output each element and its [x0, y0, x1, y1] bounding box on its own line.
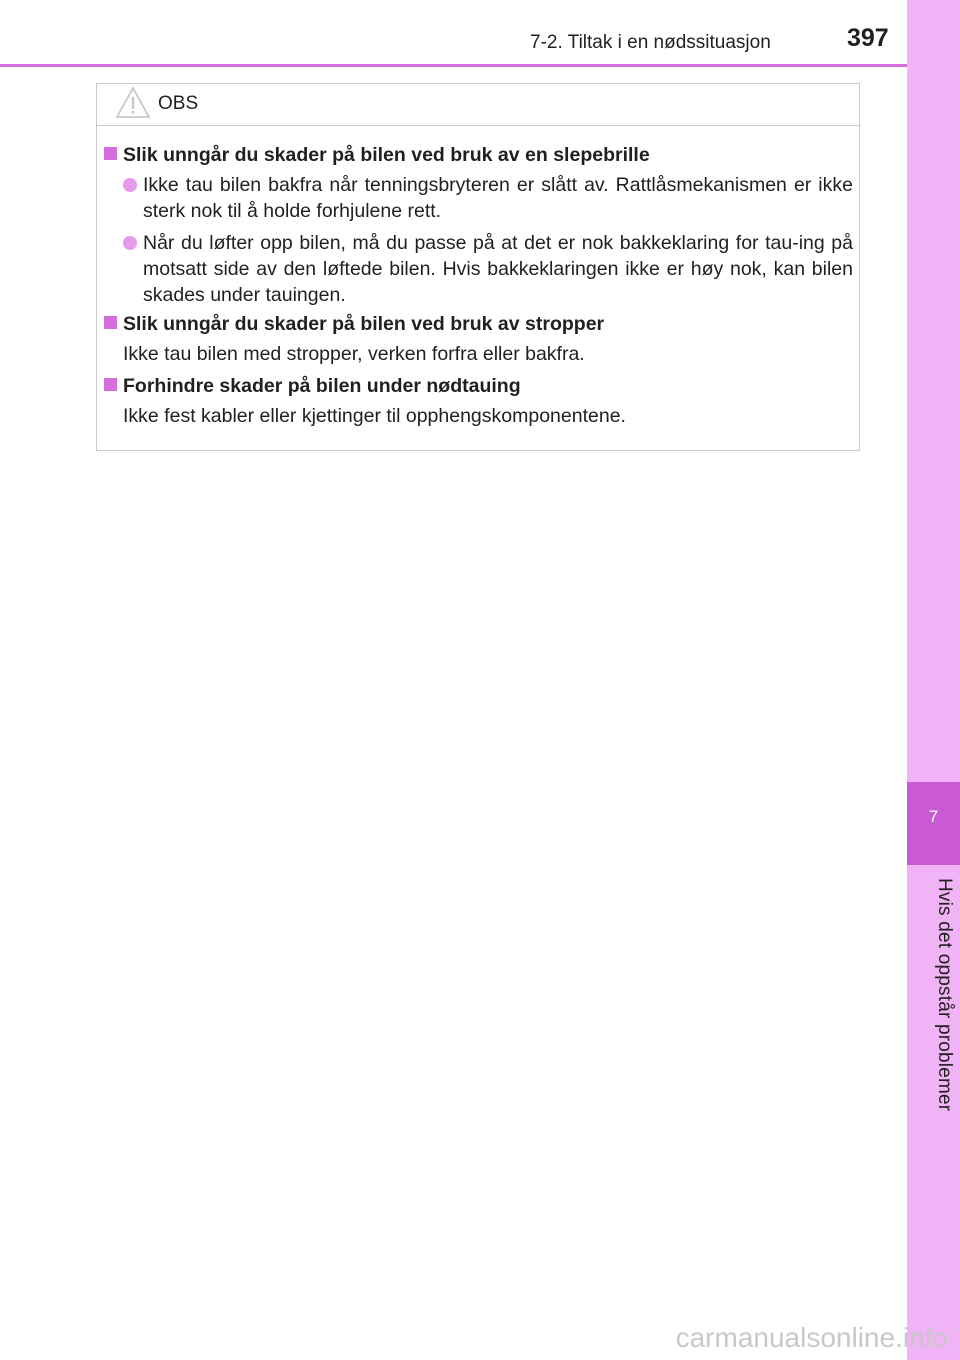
section-heading-text: Slik unngår du skader på bilen ved bruk av en slepebrille	[123, 144, 650, 166]
section-body-text: Ikke tau bilen med stropper, verken forfra eller bakfra.	[123, 343, 585, 365]
chapter-title: Hvis det oppstår problemer	[934, 878, 955, 1112]
round-bullet-icon	[123, 236, 137, 250]
section-heading	[104, 144, 650, 167]
caution-box	[96, 83, 860, 451]
section-heading	[104, 375, 521, 398]
header-section-title: 7-2. Tiltak i en nødssituasjon	[530, 32, 771, 53]
section-heading-text: Forhindre skader på bilen under nødtauing	[123, 375, 521, 397]
caution-title: OBS	[158, 93, 199, 114]
section-heading	[104, 313, 604, 336]
header-divider	[0, 64, 907, 67]
chapter-number: 7	[907, 782, 960, 865]
bullet-text: Når du løfter opp bilen, må du passe på at det er nok bakkeklaring for tau-ing på motsatt side av den løftede bilen. Hvis bakkeklaringen ikke er høy nok, kan bilen skades under tauingen.	[143, 232, 853, 306]
square-bullet-icon	[104, 147, 117, 160]
chapter-side-tab	[907, 0, 960, 1360]
square-bullet-icon	[104, 378, 117, 391]
watermark: carmanualsonline.info	[675, 1322, 948, 1353]
round-bullet-icon	[123, 178, 137, 192]
section-body-text: Ikke fest kabler eller kjettinger til opphengskomponentene.	[123, 405, 626, 427]
bullet-text: Ikke tau bilen bakfra når tenningsbryteren er slått av. Rattlåsmekanismen er ikke sterk nok til å holde forhjulene rett.	[143, 174, 853, 222]
section-heading-text: Slik unngår du skader på bilen ved bruk av stropper	[123, 313, 605, 335]
page-number: 397	[847, 24, 889, 52]
warning-triangle-icon	[115, 86, 151, 119]
caution-header	[97, 84, 859, 126]
square-bullet-icon	[104, 316, 117, 329]
